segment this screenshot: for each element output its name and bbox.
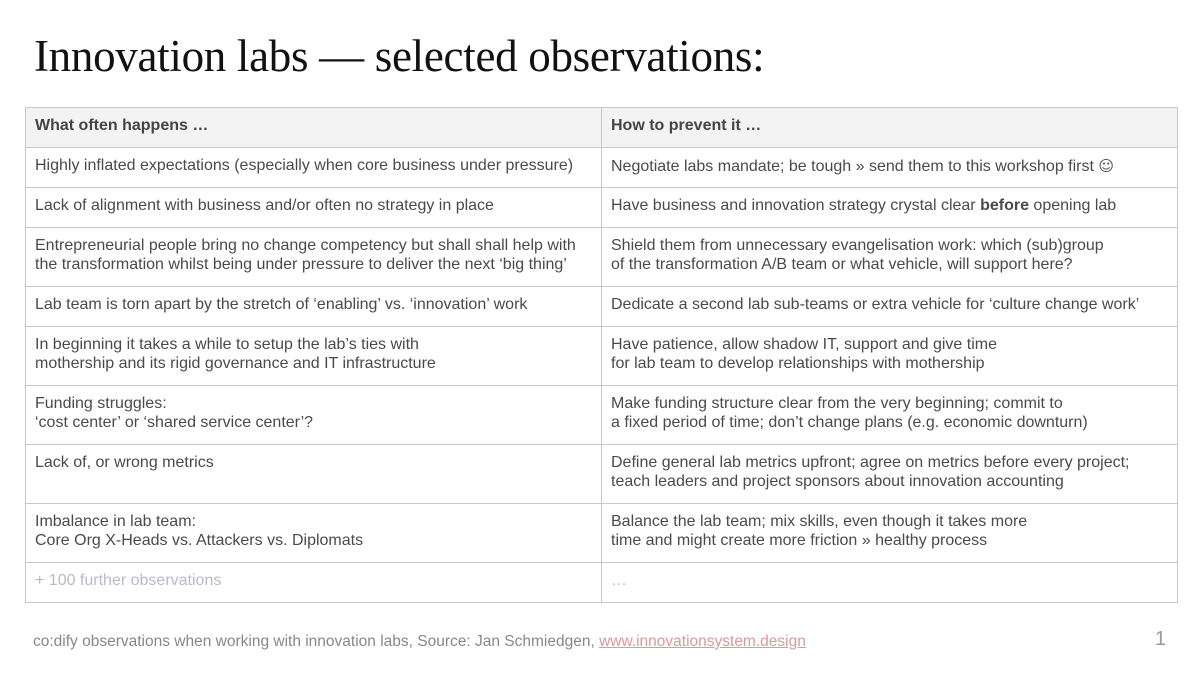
cell-line: Define general lab metrics upfront; agree on metrics before every project; xyxy=(611,454,1130,471)
cell-line: time and might create more friction » healthy process xyxy=(611,531,988,549)
observations-table xyxy=(25,107,1178,603)
cell-line: opening lab xyxy=(1028,197,1117,214)
table-row xyxy=(26,148,1178,188)
table-row xyxy=(26,445,1178,504)
solution-cell xyxy=(602,148,1178,188)
solution-cell xyxy=(602,445,1178,504)
table-row xyxy=(26,228,1178,287)
solution-cell xyxy=(602,287,1178,327)
problem-cell xyxy=(26,445,602,504)
cell-line: of the transformation A/B team or what vehicle, will support here? xyxy=(611,255,1073,273)
cell-line: Imbalance in lab team: xyxy=(35,513,196,530)
cell-line: ‘cost center’ or ‘shared service center’? xyxy=(35,413,314,431)
problem-cell xyxy=(26,228,602,287)
slide-title: Innovation labs — selected observations: xyxy=(34,31,765,81)
cell-line: mothership and its rigid governance and IT infrastructure xyxy=(35,354,436,372)
problem-cell xyxy=(26,504,602,563)
cell-line: Dedicate a second lab sub-teams or extra vehicle for ‘culture change work’ xyxy=(611,296,1140,313)
cell-line: Have business and innovation strategy crystal clear xyxy=(611,197,981,214)
table-row xyxy=(26,188,1178,228)
cell-line: Negotiate labs mandate; be tough » send them to this workshop first xyxy=(611,158,1099,175)
footer-source xyxy=(33,633,806,651)
cell-line: Have patience, allow shadow IT, support and give time xyxy=(611,336,997,353)
problem-cell xyxy=(26,386,602,445)
solution-cell xyxy=(602,504,1178,563)
cell-line: Funding struggles: xyxy=(35,395,167,412)
cell-line: Shield them from unnecessary evangelisation work: which (sub)group xyxy=(611,237,1104,254)
table-header-row xyxy=(26,108,1178,148)
cell-line: Balance the lab team; mix skills, even though it takes more xyxy=(611,513,1028,530)
cell-line: In beginning it takes a while to setup the lab’s ties with xyxy=(35,336,419,353)
cell-line: Lack of alignment with business and/or often no strategy in place xyxy=(35,197,494,214)
problem-cell xyxy=(26,563,602,603)
problem-cell xyxy=(26,148,602,188)
table-row xyxy=(26,504,1178,563)
cell-line: Core Org X-Heads vs. Attackers vs. Diplomats xyxy=(35,531,364,549)
solution-cell xyxy=(602,563,1178,603)
cell-line: Lab team is torn apart by the stretch of ‘enabling’ vs. ‘innovation’ work xyxy=(35,296,528,313)
cell-line: the transformation whilst being under pressure to deliver the next ‘big thing’ xyxy=(35,255,567,273)
cell-line: a fixed period of time; don’t change plans (e.g. economic downturn) xyxy=(611,413,1088,431)
table-row xyxy=(26,386,1178,445)
problem-cell xyxy=(26,287,602,327)
emphasis-before: before xyxy=(980,197,1029,214)
problem-cell xyxy=(26,327,602,386)
solution-cell xyxy=(602,228,1178,287)
footer-link[interactable]: www.innovationsystem.design xyxy=(599,633,806,650)
smiley-icon: ☺ xyxy=(1098,157,1115,175)
cell-line: Lack of, or wrong metrics xyxy=(35,454,214,471)
header-what-often-happens: What often happens … xyxy=(26,108,602,148)
cell-line: Entrepreneurial people bring no change competency but shall shall help with xyxy=(35,237,576,254)
cell-line: Make funding structure clear from the very beginning; commit to xyxy=(611,395,1063,412)
table-row xyxy=(26,327,1178,386)
solution-cell xyxy=(602,386,1178,445)
cell-line: … xyxy=(611,572,627,589)
problem-cell xyxy=(26,188,602,228)
table-row-further-observations xyxy=(26,563,1178,603)
cell-line: Highly inflated expectations (especially when core business under pressure) xyxy=(35,157,574,174)
cell-line: + 100 further observations xyxy=(35,572,222,589)
table-row xyxy=(26,287,1178,327)
solution-cell xyxy=(602,327,1178,386)
cell-line: teach leaders and project sponsors about innovation accounting xyxy=(611,472,1064,490)
solution-cell xyxy=(602,188,1178,228)
header-how-to-prevent: How to prevent it … xyxy=(602,108,1178,148)
page-number: 1 xyxy=(1154,628,1166,650)
cell-line: for lab team to develop relationships with mothership xyxy=(611,354,985,372)
footer-text: co:dify observations when working with innovation labs, Source: Jan Schmiedgen, xyxy=(33,633,600,650)
